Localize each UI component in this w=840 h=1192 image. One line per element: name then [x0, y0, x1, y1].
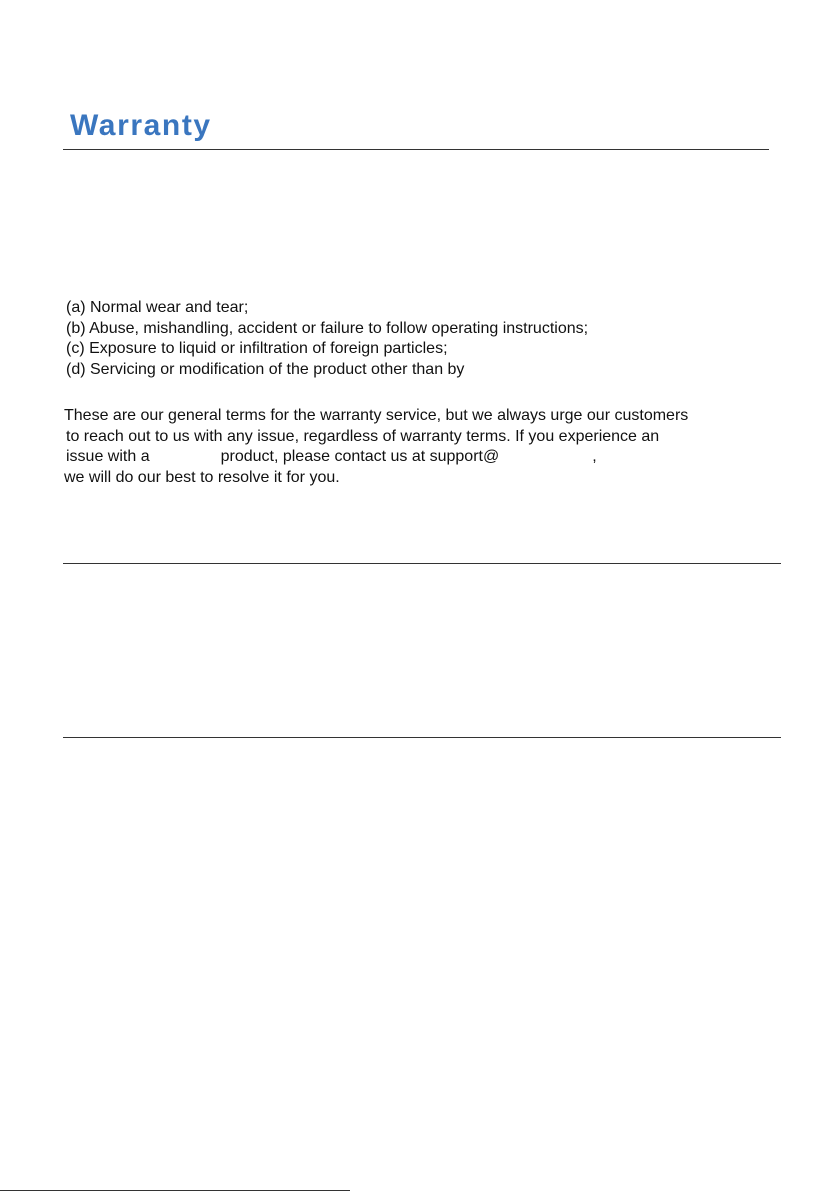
- terms-line-3-start: issue with a: [66, 448, 150, 465]
- terms-line-1: These are our general terms for the warranty service, but we always urge our customers: [64, 407, 689, 424]
- exclusion-item-a: (a) Normal wear and tear;: [66, 299, 249, 316]
- terms-line-3-end: ,: [592, 448, 597, 465]
- exclusion-item-d: (d) Servicing or modification of the product other than by: [66, 360, 465, 378]
- page-title: Warranty: [70, 109, 212, 142]
- exclusion-item-b: (b) Abuse, mishandling, accident or failure to follow operating instructions;: [66, 319, 589, 337]
- exclusion-item-c: (c) Exposure to liquid or infiltration of foreign particles;: [66, 340, 448, 357]
- section-divider-2: [63, 737, 781, 738]
- terms-paragraph: [64, 406, 780, 488]
- exclusion-list: [66, 298, 588, 380]
- terms-line-2: to reach out to us with any issue, regardless of warranty terms. If you experience an: [66, 427, 660, 445]
- terms-line-3: [64, 447, 780, 468]
- terms-line-4: we will do our best to resolve it for you.: [64, 468, 340, 486]
- title-divider: [63, 149, 769, 150]
- terms-line-3-middle: product, please contact us at support@: [220, 448, 500, 465]
- bottom-edge-line: [0, 1190, 350, 1191]
- section-divider-1: [63, 563, 781, 564]
